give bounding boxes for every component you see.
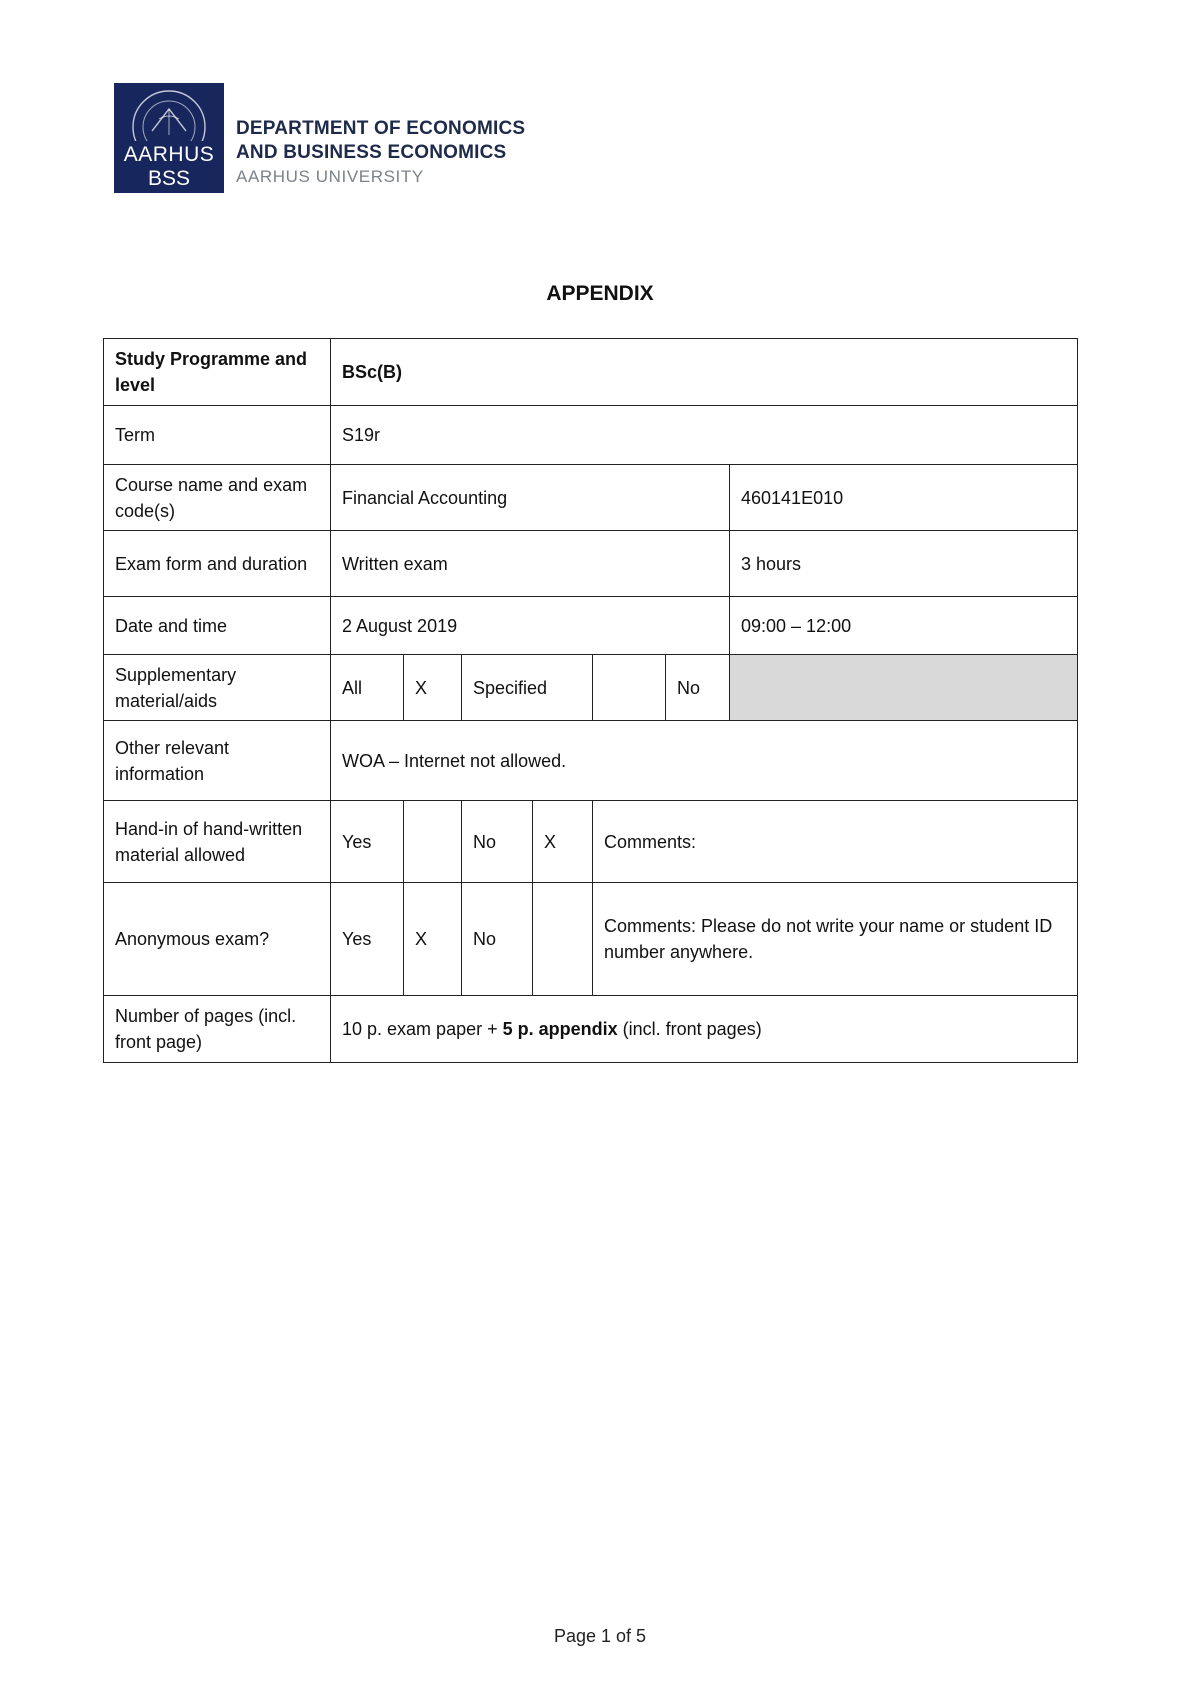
hand-in-no-mark: X: [533, 801, 593, 883]
department-name: [236, 117, 525, 189]
aids-all-mark: X: [404, 655, 462, 721]
pages-value: [331, 996, 1078, 1063]
table-row-pages: [104, 996, 1078, 1063]
hand-in-yes-label: Yes: [331, 801, 404, 883]
logo-city: AARHUS: [123, 143, 215, 166]
page-title: APPENDIX: [546, 282, 654, 305]
anonymous-label: Anonymous exam?: [104, 883, 331, 996]
table-row-hand-in: [104, 801, 1078, 883]
university-seal-icon: [128, 87, 210, 141]
anonymous-comments: Comments: Please do not write your name or student ID number anywhere.: [593, 883, 1078, 996]
course-name: Financial Accounting: [331, 465, 730, 531]
hand-in-comments: Comments:: [593, 801, 1078, 883]
anonymous-no-label: No: [462, 883, 533, 996]
anonymous-no-mark: [533, 883, 593, 996]
other-info-value: WOA – Internet not allowed.: [331, 721, 1078, 801]
anonymous-yes-mark: X: [404, 883, 462, 996]
table-row-date-time: [104, 597, 1078, 655]
term-label: Term: [104, 406, 331, 465]
study-programme-value: BSc(B): [331, 339, 1078, 406]
table-row-course: [104, 465, 1078, 531]
hand-in-yes-mark: [404, 801, 462, 883]
page-number: Page 1 of 5: [553, 1626, 647, 1646]
anonymous-yes-label: Yes: [331, 883, 404, 996]
department-line-2: AND BUSINESS ECONOMICS: [236, 142, 507, 163]
pages-note: (incl. front pages): [617, 1019, 762, 1039]
department-line-1: DEPARTMENT OF ECONOMICS: [236, 118, 526, 139]
hand-in-label: Hand-in of hand-written material allowed: [104, 801, 331, 883]
aids-specified-mark: [593, 655, 666, 721]
exam-form-value: Written exam: [331, 531, 730, 597]
date-time-label: Date and time: [104, 597, 331, 655]
exam-time: 09:00 – 12:00: [730, 597, 1078, 655]
other-info-label: Other relevant information: [104, 721, 331, 801]
pages-appendix: 5 p. appendix: [502, 1019, 618, 1039]
logo-school: BSS: [147, 167, 191, 190]
aids-specified-label: Specified: [462, 655, 593, 721]
exam-duration: 3 hours: [730, 531, 1078, 597]
exam-info-table: [103, 338, 1078, 1063]
pages-exam-paper: 10 p. exam paper +: [342, 1019, 503, 1039]
aarhus-bss-logo: [114, 83, 224, 193]
aids-all-label: All: [331, 655, 404, 721]
aids-no-mark: [730, 655, 1078, 721]
exam-form-label: Exam form and duration: [104, 531, 331, 597]
exam-date: 2 August 2019: [331, 597, 730, 655]
aids-label: Supplementary material/aids: [104, 655, 331, 721]
pages-label: Number of pages (incl. front page): [104, 996, 331, 1063]
table-row-other-info: [104, 721, 1078, 801]
study-programme-label: Study Programme and level: [104, 339, 331, 406]
table-row-aids: [104, 655, 1078, 721]
table-row-anonymous: [104, 883, 1078, 996]
course-label: Course name and exam code(s): [104, 465, 331, 531]
course-code: 460141E010: [730, 465, 1078, 531]
aids-no-label: No: [666, 655, 730, 721]
hand-in-no-label: No: [462, 801, 533, 883]
table-row-term: [104, 406, 1078, 465]
university-name: AARHUS UNIVERSITY: [236, 167, 424, 186]
table-row-study-programme: [104, 339, 1078, 406]
table-row-exam-form: [104, 531, 1078, 597]
term-value: S19r: [331, 406, 1078, 465]
